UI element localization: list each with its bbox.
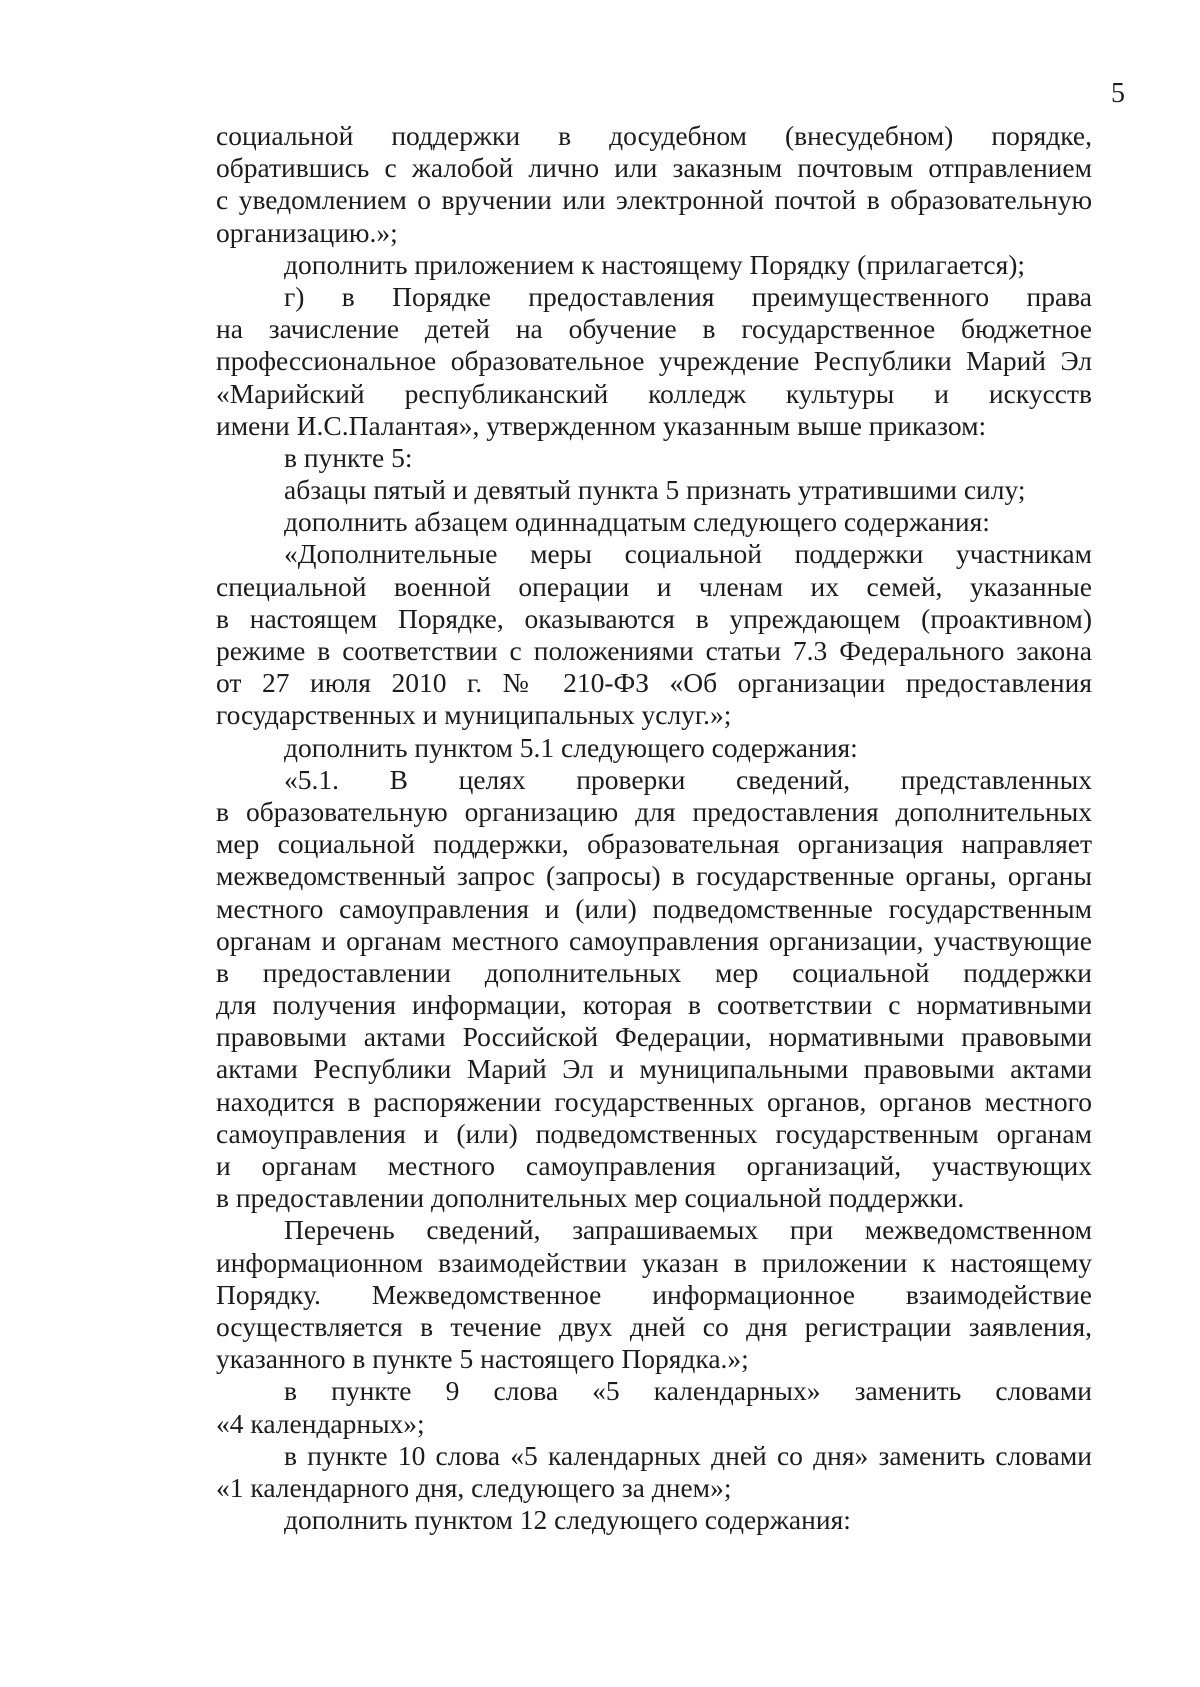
text-line: от 27 июля 2010 г. № 210-ФЗ «Об организации предоставления: [216, 667, 1092, 699]
text-line: имени И.С.Палантая», утвержденном указанным выше приказом:: [216, 409, 987, 441]
text-line: информационном взаимодействии указан в приложении к настоящему: [216, 1246, 1092, 1278]
text-line: самоуправления и (или) подведомственных государственным органам: [216, 1117, 1092, 1149]
text-line: «1 календарного дня, следующего за днем»;: [216, 1471, 732, 1503]
text-line: абзацы пятый и девятый пункта 5 признать утратившими силу;: [284, 474, 1026, 506]
document-body: [216, 120, 1092, 1536]
text-line: дополнить приложением к настоящему Порядку (прилагается);: [284, 248, 1026, 280]
text-line: «5.1. В целях проверки сведений, представленных: [284, 763, 1092, 795]
text-line: в пункте 9 слова «5 календарных» заменить словами: [284, 1375, 1092, 1407]
text-line: «4 календарных»;: [216, 1407, 425, 1439]
text-line: в пункте 5:: [284, 441, 413, 473]
text-line: профессиональное образовательное учреждение Республики Марий Эл: [216, 345, 1092, 377]
text-line: актами Республики Марий Эл и муниципальными правовыми актами: [216, 1053, 1092, 1085]
text-line: на зачисление детей на обучение в государственное бюджетное: [216, 313, 1092, 345]
text-line: г) в Порядке предоставления преимущественного права: [284, 280, 1092, 312]
text-line: Порядку. Межведомственное информационное взаимодействие: [216, 1278, 1092, 1310]
text-line: организацию.»;: [216, 216, 398, 248]
text-line: местного самоуправления и (или) подведомственные государственным: [216, 892, 1092, 924]
text-line: «Дополнительные меры социальной поддержки участникам: [284, 538, 1092, 570]
text-line: Перечень сведений, запрашиваемых при межведомственном: [284, 1214, 1092, 1246]
text-line: правовыми актами Российской Федерации, нормативными правовыми: [216, 1021, 1092, 1053]
text-line: режиме в соответствии с положениями статьи 7.3 Федерального закона: [216, 635, 1092, 666]
text-line: в образовательную организацию для предоставления дополнительных: [216, 795, 1092, 827]
text-line: государственных и муниципальных услуг.»;: [216, 699, 732, 731]
text-line: в пункте 10 слова «5 календарных дней со дня» заменить словами: [284, 1439, 1092, 1471]
text-line: для получения информации, которая в соответствии с нормативными: [216, 989, 1092, 1021]
page-number: 5: [1111, 78, 1125, 109]
text-line: в предоставлении дополнительных мер социальной поддержки.: [216, 1182, 965, 1214]
text-line: обратившись с жалобой лично или заказным почтовым отправлением: [216, 152, 1092, 184]
text-line: дополнить пунктом 5.1 следующего содержания:: [284, 731, 858, 763]
text-line: специальной военной операции и членам их семей, указанные: [216, 570, 1092, 602]
text-line: в настоящем Порядке, оказываются в упреждающем (проактивном): [216, 602, 1092, 634]
text-line: осуществляется в течение двух дней со дня регистрации заявления,: [216, 1310, 1092, 1342]
text-line: мер социальной поддержки, образовательная организация направляет: [216, 828, 1092, 860]
text-line: дополнить пунктом 12 следующего содержания:: [284, 1504, 851, 1536]
text-line: социальной поддержки в досудебном (внесудебном) порядке,: [216, 120, 1092, 151]
text-line: дополнить абзацем одиннадцатым следующего содержания:: [284, 506, 990, 538]
text-line: указанного в пункте 5 настоящего Порядка.»;: [216, 1343, 749, 1375]
text-line: и органам местного самоуправления организаций, участвующих: [216, 1150, 1092, 1181]
text-line: «Марийский республиканский колледж культуры и искусств: [216, 377, 1092, 409]
text-line: межведомственный запрос (запросы) в государственные органы, органы: [216, 860, 1092, 892]
text-line: органам и органам местного самоуправления организации, участвующие: [216, 924, 1092, 956]
text-line: с уведомлением о вручении или электронной почтой в образовательную: [216, 184, 1092, 216]
text-line: в предоставлении дополнительных мер социальной поддержки: [216, 956, 1092, 988]
text-line: находится в распоряжении государственных органов, органов местного: [216, 1085, 1092, 1117]
